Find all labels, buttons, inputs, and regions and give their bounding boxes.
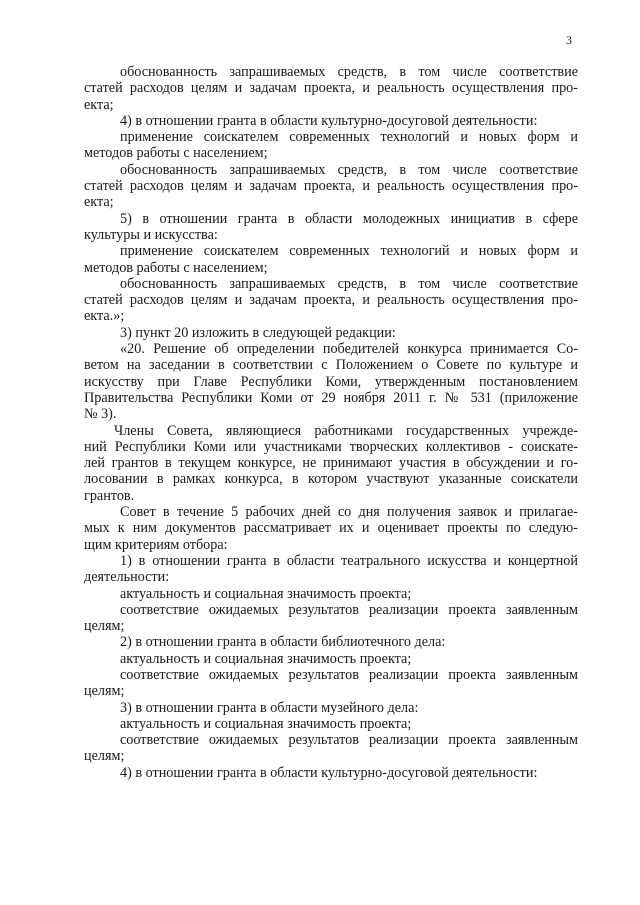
text-line: статей расходов целям и задачам проекта, и реальность осуществления про-	[84, 178, 578, 195]
text-line: 4) в отношении гранта в области культурно-досуговой деятельности:	[120, 764, 538, 781]
text-line: грантов.	[84, 487, 135, 504]
text-line: Совет в течение 5 рабочих дней со дня получения заявок и прилагае-	[120, 504, 578, 521]
text-line: методов работы с населением;	[84, 145, 268, 162]
text-line: Правительства Республики Коми от 29 ноября 2011 г. № 531 (приложение	[84, 389, 578, 406]
text-line: применение соискателем современных технологий и новых форм и	[120, 243, 578, 260]
text-line: 5) в отношении гранта в области молодежных инициатив в сфере	[120, 210, 578, 227]
text-line: екта.»;	[84, 308, 125, 325]
text-line: 1) в отношении гранта в области театрального искусства и концертной	[120, 552, 578, 569]
text-line: 4) в отношении гранта в области культурно-досуговой деятельности:	[120, 112, 538, 129]
text-line: целям;	[84, 683, 125, 700]
text-line: ветом на заседании в соответствии с Положением о Совете по культуре и	[84, 357, 578, 374]
text-line: Члены Совета, являющиеся работниками государственных учрежде-	[114, 422, 578, 439]
text-line: екта;	[84, 96, 114, 113]
document-body	[84, 64, 578, 781]
text-line: искусству при Главе Республики Коми, утвержденным постановлением	[84, 373, 578, 390]
text-line: актуальность и социальная значимость проекта;	[120, 715, 412, 732]
text-line: 3) в отношении гранта в области музейного дела:	[120, 699, 419, 716]
text-line: екта;	[84, 194, 114, 211]
text-line: культуры и искусства:	[84, 226, 218, 243]
text-line: щим критериям отбора:	[84, 536, 228, 553]
text-line: статей расходов целям и задачам проекта, и реальность осуществления про-	[84, 292, 578, 309]
text-line: лей грантов в текущем конкурсе, не принимают участия в обсуждении и го-	[84, 455, 578, 472]
text-line: соответствие ожидаемых результатов реализации проекта заявленным	[120, 666, 578, 683]
text-line: актуальность и социальная значимость проекта;	[120, 650, 412, 667]
text-line: «20. Решение об определении победителей конкурса принимается Со-	[120, 341, 578, 358]
text-line: соответствие ожидаемых результатов реализации проекта заявленным	[120, 601, 578, 618]
text-line: обоснованность запрашиваемых средств, в том числе соответствие	[120, 64, 578, 80]
page-number: 3	[566, 33, 572, 47]
text-line: обоснованность запрашиваемых средств, в том числе соответствие	[120, 275, 578, 292]
text-line: методов работы с населением;	[84, 259, 268, 276]
text-line: № 3).	[84, 406, 117, 423]
text-line: целям;	[84, 618, 125, 635]
text-line: соответствие ожидаемых результатов реализации проекта заявленным	[120, 732, 578, 749]
text-line: целям;	[84, 748, 125, 765]
text-line: 3) пункт 20 изложить в следующей редакции:	[120, 324, 396, 341]
text-line: мых к ним документов рассматривает их и оценивает проекты по следую-	[84, 520, 578, 537]
text-line: деятельности:	[84, 569, 170, 586]
text-line: обоснованность запрашиваемых средств, в том числе соответствие	[120, 161, 578, 178]
text-line: применение соискателем современных технологий и новых форм и	[120, 129, 578, 146]
text-line: ний Республики Коми или участниками творческих коллективов - соискате-	[84, 438, 578, 455]
text-line: 2) в отношении гранта в области библиотечного дела:	[120, 634, 446, 651]
text-line: лосовании в рамках конкурса, в котором участвуют указанные соискатели	[84, 471, 578, 488]
text-line: статей расходов целям и задачам проекта, и реальность осуществления про-	[84, 80, 578, 97]
text-line: актуальность и социальная значимость проекта;	[120, 585, 412, 602]
